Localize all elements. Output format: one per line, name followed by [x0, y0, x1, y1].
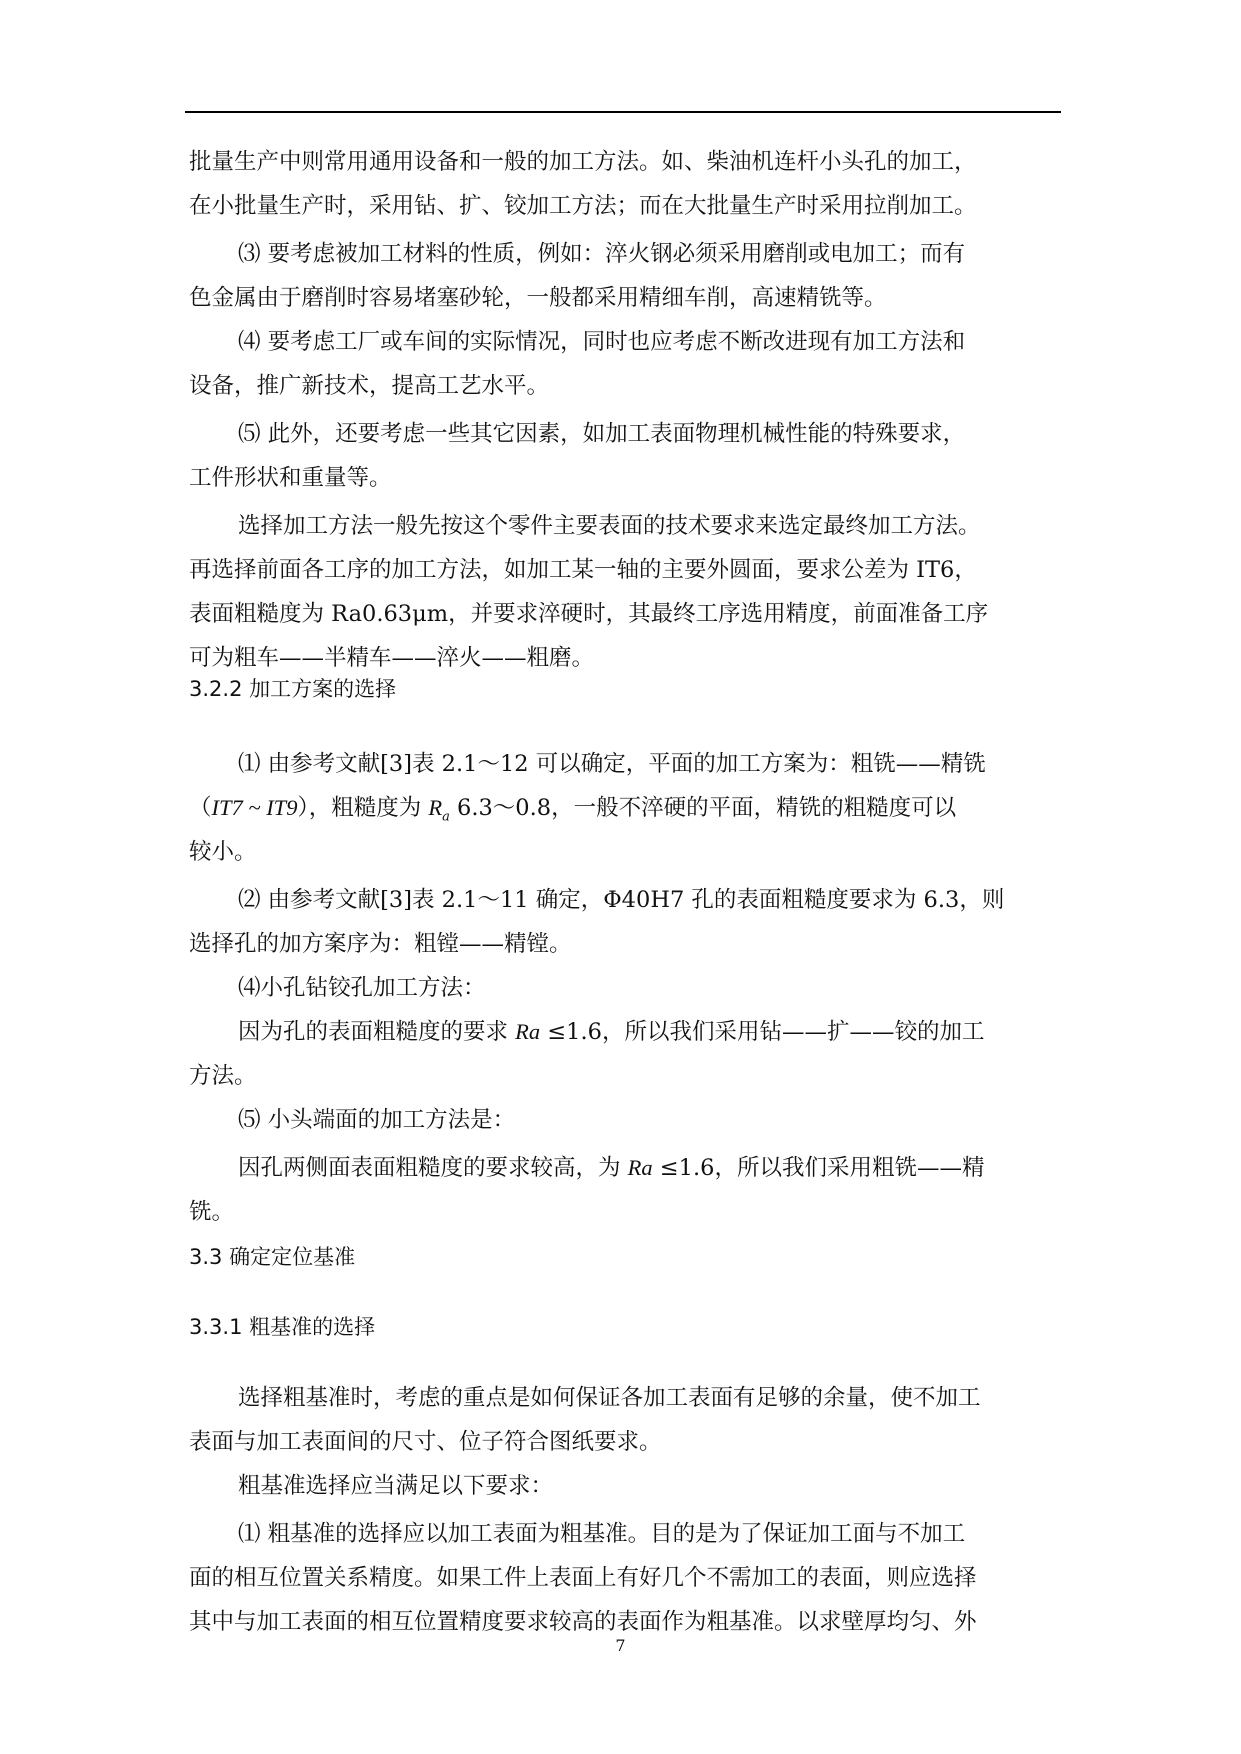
text-run: 因为孔的表面粗糙度的要求: [238, 1019, 516, 1045]
body-line: ⑷小孔钻铰孔加工方法：: [238, 975, 486, 1001]
body-line: 较小。: [189, 839, 257, 865]
text-run: 6.3～0.8，一般不淬硬的平面，精铣的粗糙度可以: [449, 795, 957, 821]
text-run: 因孔两侧面表面粗糙度的要求较高，为: [238, 1155, 628, 1181]
roughness-subscript: a: [442, 809, 450, 825]
body-line: 粗基准选择应当满足以下要求：: [238, 1473, 554, 1499]
body-line: 方法。: [189, 1063, 257, 1089]
body-line: ⑷ 要考虑工厂或车间的实际情况，同时也应考虑不断改进现有加工方法和: [238, 329, 966, 355]
body-line: 再选择前面各工序的加工方法，如加工某一轴的主要外圆面，要求公差为 IT6，: [189, 557, 977, 583]
header-rule: [185, 111, 1061, 113]
body-line: 铣。: [189, 1199, 235, 1225]
section-heading-3-3-1: 3.3.1 粗基准的选择: [189, 1315, 376, 1339]
body-line: ⑸ 小头端面的加工方法是：: [238, 1107, 516, 1133]
body-line: 其中与加工表面的相互位置精度要求较高的表面作为粗基准。以求壁厚均匀、外: [189, 1609, 977, 1635]
roughness-symbol: Ra: [627, 1155, 653, 1180]
body-line: ⑵ 由参考文献[3]表 2.1～11 确定，Φ40H7 孔的表面粗糙度要求为 6.3，则: [238, 887, 1005, 913]
text-run: （: [189, 795, 212, 821]
body-line: 选择粗基准时，考虑的重点是如何保证各加工表面有足够的余量，使不加工: [238, 1385, 981, 1411]
body-line-formula: [238, 1010, 984, 1054]
section-heading-3-3: 3.3 确定定位基准: [189, 1245, 356, 1269]
body-line: ⑴ 粗基准的选择应以加工表面为粗基准。目的是为了保证加工面与不加工: [238, 1521, 966, 1547]
body-line: 色金属由于磨削时容易堵塞砂轮，一般都采用精细车削，高速精铣等。: [189, 285, 887, 311]
body-line: 表面粗糙度为 Ra0.63μm，并要求淬硬时，其最终工序选用精度，前面准备工序: [189, 601, 989, 627]
body-line: 选择孔的加方案序为：粗镗——精镗。: [189, 931, 572, 957]
text-run: ≤1.6，所以我们采用粗铣——精: [652, 1155, 985, 1181]
text-run: ），粗糙度为: [297, 795, 429, 821]
section-heading-3-2-2: 3.2.2 加工方案的选择: [189, 677, 397, 701]
body-line-formula: [238, 1146, 984, 1190]
body-line: ⑴ 由参考文献[3]表 2.1～12 可以确定，平面的加工方案为：粗铣——精铣: [238, 751, 986, 777]
page-number: 7: [615, 1636, 626, 1655]
body-line: 批量生产中则常用通用设备和一般的加工方法。如、柴油机连杆小头孔的加工，: [189, 149, 977, 175]
body-line: 设备，推广新技术，提高工艺水平。: [189, 373, 550, 399]
roughness-symbol: Ra: [515, 1019, 541, 1044]
body-line: ⑸ 此外，还要考虑一些其它因素，如加工表面物理机械性能的特殊要求，: [238, 421, 966, 447]
body-line: 在小批量生产时，采用钻、扩、铰加工方法；而在大批量生产时采用拉削加工。: [189, 193, 977, 219]
body-line: 表面与加工表面间的尺寸、位子符合图纸要求。: [189, 1429, 662, 1455]
body-line: 工件形状和重量等。: [189, 465, 392, 491]
body-line: ⑶ 要考虑被加工材料的性质，例如：淬火钢必须采用磨削或电加工；而有: [238, 241, 966, 267]
roughness-symbol: R: [428, 795, 443, 820]
body-line-formula: [189, 786, 956, 840]
tolerance-range: IT7 ~ IT9: [211, 795, 298, 820]
body-line: 面的相互位置关系精度。如果工件上表面上有好几个不需加工的表面，则应选择: [189, 1565, 977, 1591]
body-line: 选择加工方法一般先按这个零件主要表面的技术要求来选定最终加工方法。: [238, 513, 981, 539]
text-run: ≤1.6，所以我们采用钻——扩——铰的加工: [540, 1019, 985, 1045]
body-line: 可为粗车——半精车——淬火——粗磨。: [189, 645, 595, 671]
